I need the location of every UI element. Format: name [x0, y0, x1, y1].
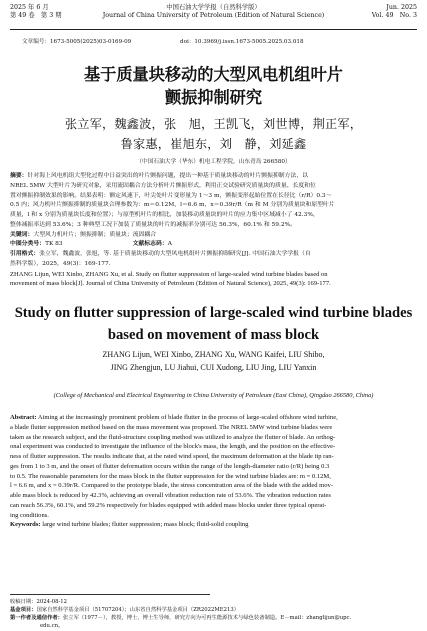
en-authors-line2: JING Zhengjun, LU Jiahui, CUI Xudong, LIU Jing, LIU Yanxin [110, 362, 317, 372]
cn-title [0, 63, 427, 109]
header-journal-en: Journal of China University of Petroleum (Edition of Natural Science) [102, 12, 325, 19]
header-left [10, 4, 62, 20]
cn-title-line1: 基于质量块移动的大型风电机组叶片 [84, 65, 343, 84]
en-abstract-line: taken as the research subject, and the fluid-structure coupling method was utilized to analyze the flutter of blade. An orthog- [10, 433, 336, 441]
fund-label: 基金项目： [10, 607, 37, 613]
cn-authors [0, 114, 427, 154]
header-date-en: Jun. 2025 [386, 4, 417, 11]
author-label: 第一作者及通信作者： [10, 615, 63, 621]
en-title [0, 302, 427, 346]
en-authors-line1: ZHANG Lijun, WEI Xinbo, ZHANG Xu, WANG Kaifei, LIU Shibo, [102, 350, 325, 359]
doi: doi：10.3969/j.issn.1673-5005.2025.03.018 [180, 39, 304, 45]
en-abstract-line: onal experiment was conducted to investigate the influence of the block's mass, the length, and the position on the effective- [10, 443, 336, 451]
header-date: 2025 年 6 月 [10, 4, 49, 11]
en-abstract-line: to 0.5. The reasonable parameters for the mass block in the flutter suppression for the wind turbine blades are: m = 0.12M, [10, 472, 331, 480]
en-abstract-line: ness of flutter suppression. The results indicate that, at the rated wind speed, the maximum deformation at the blade tip ran- [10, 453, 334, 460]
cn-keywords-label: 关键词： [10, 231, 34, 238]
en-abstract-line: l = 6.6 m, and x = 0.39r/R. Compared to the prototype blade, the stress concentration area of the blade with the added mov- [10, 482, 334, 490]
en-citation-line: ZHANG Lijun, WEI Xinbo, ZHANG Xu, et al. Study on flutter suppression of large-scaled wind turbine blades based on [10, 270, 328, 278]
cn-citation-cont: 然科学版），2025，49(3)：169-177. [10, 260, 111, 267]
cn-citation-label: 引用格式： [10, 251, 40, 257]
en-title-line2: based on movement of mass block [107, 327, 320, 343]
doc-code-label: 文献标志码： [132, 241, 168, 248]
cn-title-line2: 颤振抑制研究 [164, 88, 263, 107]
header-volume-en: Vol. 49 No. 3 [371, 12, 417, 19]
cn-abstract-line: 置对颤振抑制效果的影响。结果表明：额定风速下，叶尖处叶片变形量为 1～3 m，颤振变形起始位置在长径比（r/R）0.3～ [10, 192, 332, 199]
footnote-author: 第一作者及通信作者：张立军（1977－），教授，博士，博士生导师，研究方向为可再生能源技术与绿色装备制造。E－mail：zhanglijun@upc. [10, 615, 352, 621]
cn-abstract-line: 摘要：针对海上风电机组大型化过程中日益突出的叶片颤振问题，提出一种基于质量块移动的叶片颤振抑制方法，以 [10, 173, 309, 179]
header-volume-issue: 第 49 卷 第 3 期 [10, 12, 62, 19]
footnote [10, 598, 417, 630]
cn-keywords: 关键词：大型风力机叶片；颤振抑制；质量块；流固耦合 [10, 231, 157, 238]
cn-abstract-line: 质量，l 和 x 分别为质量块长度和位置）；与原型机叶片的相比，加装移动质量块的叶片的应力集中区域减小了 42.3%， [10, 212, 319, 218]
footnote-received: 收稿日期：2024-08-12 [10, 599, 68, 605]
en-abstract-line: can reach 56.3%, 60.1%, and 59.2% respectively for blades equipped with added mass blocks under three typical operat- [10, 501, 327, 509]
en-affiliation: (College of Mechanical and Electrical Engineering in China University of Petroleum (East China), Qingdao 266580, China) [53, 392, 374, 399]
clc-value: TK 83 [45, 241, 63, 248]
en-abstract-line: a blade flutter suppression method based on the mass movement was proposed. The NREL 5MW wind turbine blades were [10, 423, 333, 431]
cn-authors-line1: 张立军，魏鑫波，张 旭，王凯飞，刘世博，荆正军， [64, 117, 363, 131]
doc-code-value: A [167, 241, 172, 248]
header-journal-cn: 中国石油大学学报（自然科学版） [166, 4, 261, 11]
en-keywords-label: Keywords: [10, 521, 41, 529]
cn-citation: 引用格式：张立军，魏鑫波，张旭，等. 基于质量块移动的大型风电机组叶片颤振抑制研究[J]. 中国石油大学学报（自 [10, 251, 311, 257]
cn-affiliation: （中国石油大学（华东）机电工程学院，山东青岛 266580） [136, 159, 291, 165]
en-keywords: Keywords: large wind turbine blades; flutter suppression; mass block; fluid-solid coupling [10, 521, 249, 529]
en-abstract-label: Abstract: [10, 414, 37, 421]
en-abstract-line: ing conditions. [10, 511, 49, 519]
clc-label: 中图分类号： [10, 241, 46, 248]
header-right [372, 4, 417, 20]
en-citation-line: movement of mass block[J]. Journal of China University of Petroleum (Edition of Natural Science), 2025, 49(3): 169-177. [10, 280, 331, 288]
en-title-line1: Study on flutter suppression of large-scaled wind turbine blades [14, 305, 413, 321]
cn-abstract [10, 172, 417, 289]
header-center [60, 4, 367, 20]
article-number: 文章编号：1673-5005(2025)03-0169-09 [22, 39, 132, 45]
en-authors [0, 349, 427, 374]
cn-abstract-line: 0.5 内；风力机叶片颤振抑制的质量块合理参数为：m＝0.12M，l＝6.6 m，x＝0.39r/R（m 和 M 分别为质量块和原型叶片 [10, 202, 335, 209]
footnote-author-cont: edu.cn。 [40, 623, 64, 629]
cn-classification [10, 240, 417, 250]
cn-abstract-label: 摘要： [10, 173, 28, 179]
header-rule [10, 29, 417, 30]
en-abstract-line: able mass block is reduced by 42.3%, achieving an overall vibration reduction rate of 53.6%. The vibration reduction rates [10, 492, 331, 499]
cn-authors-line2: 鲁家惠，崔旭东，刘 静，刘延鑫 [120, 137, 307, 151]
footnote-rule [10, 594, 210, 595]
en-abstract-line: ges from 1 to 3 m, and the onset of flutter deformation occurs within the range of the length-diameter ratio (r/R) being 0.3 [10, 462, 330, 470]
cn-abstract-line: 整体减振率达到 53.6%；3 种典型工况下加装了质量块的叶片的减振率分别可达 56.3%，60.1% 和 59.2%。 [10, 221, 296, 228]
en-abstract [10, 413, 417, 530]
cn-abstract-line: NREL 5MW 大型叶片为研究对象，采用流固耦合方法分析叶片颤振形式，利用正交试验研究质量块的质量、长度和位 [10, 182, 316, 189]
en-abstract-line: Abstract: Aiming at the increasingly prominent problem of blade flutter in the process of large-scaled offshore wind turbine, [10, 414, 338, 421]
footnote-fund: 基金项目：国家自然科学基金项目（51707204）；山东省自然科学基金项目（ZR2022ME213） [10, 607, 240, 613]
